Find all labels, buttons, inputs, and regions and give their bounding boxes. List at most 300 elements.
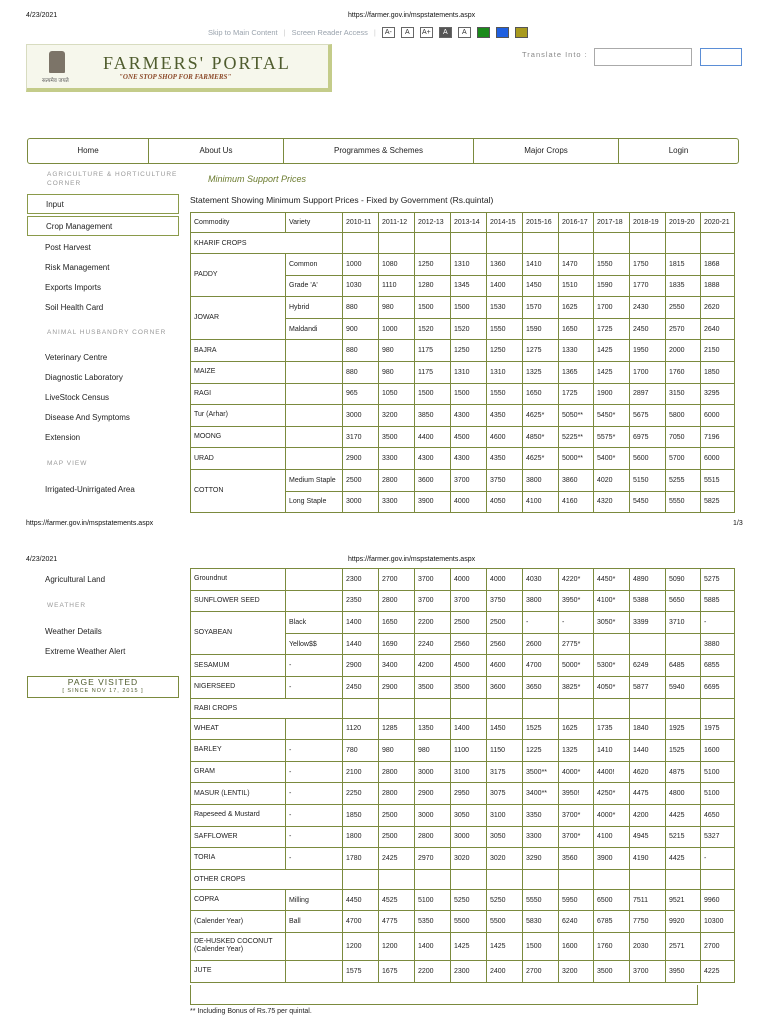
- price-cell: 3700: [451, 469, 487, 491]
- print-url-footer: https://farmer.gov.in/mspstatements.aspx: [26, 520, 154, 527]
- page-heading: Minimum Support Prices: [208, 174, 307, 184]
- commodity-cell: DE-HUSKED COCONUT (Calender Year): [191, 932, 286, 960]
- price-cell: 4250*: [594, 783, 630, 805]
- sidebar-item-livestock-census[interactable]: LiveStock Census: [45, 393, 110, 402]
- price-cell: 1250: [415, 254, 451, 276]
- price-cell: 5215: [666, 826, 701, 848]
- variety-cell: -: [286, 783, 343, 805]
- price-cell: 3750: [487, 590, 523, 612]
- sidebar-item-diagnostic-lab[interactable]: Diagnostic Laboratory: [45, 373, 123, 382]
- price-cell: 1000: [343, 254, 379, 276]
- price-cell: 980: [379, 340, 415, 362]
- empty-cell: [415, 869, 451, 889]
- blue-theme-button[interactable]: [496, 27, 509, 38]
- price-cell: 2560: [487, 633, 523, 655]
- price-cell: 4220*: [559, 569, 594, 591]
- sidebar-item-risk-management[interactable]: Risk Management: [45, 263, 110, 272]
- price-cell: 2800: [379, 783, 415, 805]
- green-theme-button[interactable]: [477, 27, 490, 38]
- price-cell: 2640: [701, 318, 735, 340]
- table-row: [191, 718, 735, 740]
- section-row: [191, 869, 735, 889]
- price-cell: 4500: [451, 426, 487, 448]
- price-cell: 3500: [451, 676, 487, 698]
- price-cell: 5500: [451, 911, 487, 933]
- empty-cell: [559, 233, 594, 254]
- table-row: [191, 889, 735, 911]
- sidebar-item-agricultural-land[interactable]: Agricultural Land: [45, 575, 106, 584]
- table-row: [191, 448, 735, 470]
- price-cell: 3295: [701, 383, 735, 405]
- translate-label: Translate Into :: [522, 50, 588, 59]
- price-cell: 4600: [487, 655, 523, 677]
- price-cell: 2240: [415, 633, 451, 655]
- price-cell: 1500: [523, 932, 559, 960]
- price-cell: 6975: [630, 426, 666, 448]
- price-cell: 1575: [343, 960, 379, 982]
- price-cell: 3300: [379, 448, 415, 470]
- empty-cell: [379, 698, 415, 718]
- price-cell: 1360: [487, 254, 523, 276]
- empty-cell: [415, 698, 451, 718]
- price-cell: 1700: [594, 297, 630, 319]
- variety-cell: [286, 590, 343, 612]
- price-cell: 1450: [487, 718, 523, 740]
- msp-table-part2: [190, 568, 735, 983]
- price-cell: 1450: [523, 275, 559, 297]
- empty-cell: [487, 233, 523, 254]
- commodity-cell: (Calender Year): [191, 911, 286, 933]
- empty-cell: [559, 698, 594, 718]
- price-cell: -: [523, 612, 559, 634]
- price-cell: 2600: [523, 633, 559, 655]
- price-cell: 1700: [630, 361, 666, 383]
- price-cell: 2900: [343, 655, 379, 677]
- variety-cell: [286, 718, 343, 740]
- rabi-section-label: RABI CROPS: [191, 698, 343, 718]
- price-cell: 1325: [559, 740, 594, 762]
- price-cell: 5327: [701, 826, 735, 848]
- price-cell: 5400*: [594, 448, 630, 470]
- price-cell: 1275: [523, 340, 559, 362]
- price-cell: 3710: [666, 612, 701, 634]
- price-cell: 2500: [379, 804, 415, 826]
- translate-select[interactable]: [594, 48, 692, 66]
- price-cell: 5350: [415, 911, 451, 933]
- sidebar-heading-weather: WEATHER: [47, 602, 87, 609]
- page-separator: [0, 532, 768, 548]
- commodity-cell: MAIZE: [191, 361, 286, 383]
- commodity-cell: GRAM: [191, 761, 286, 783]
- empty-cell: [379, 233, 415, 254]
- nav-home[interactable]: Home: [28, 139, 149, 163]
- table-row: [191, 761, 735, 783]
- column-header: 2016-17: [559, 213, 594, 233]
- price-cell: 4350: [487, 448, 523, 470]
- table-row: [191, 612, 735, 634]
- price-cell: 1440: [343, 633, 379, 655]
- price-cell: 1310: [451, 361, 487, 383]
- column-header: 2014-15: [487, 213, 523, 233]
- price-cell: 4850*: [523, 426, 559, 448]
- price-cell: -: [559, 612, 594, 634]
- empty-cell: [701, 698, 735, 718]
- price-cell: 5600: [630, 448, 666, 470]
- variety-cell: [286, 932, 343, 960]
- price-cell: 3700*: [559, 804, 594, 826]
- price-cell: 1285: [379, 718, 415, 740]
- price-cell: 3880: [701, 633, 735, 655]
- price-cell: 880: [343, 361, 379, 383]
- empty-cell: [594, 869, 630, 889]
- empty-cell: [666, 698, 701, 718]
- price-cell: [630, 633, 666, 655]
- sidebar-item-crop-management[interactable]: Crop Management: [27, 216, 179, 236]
- price-cell: 5100: [701, 761, 735, 783]
- print-date-2: 4/23/2021: [26, 556, 58, 563]
- empty-cell: [701, 233, 735, 254]
- price-cell: 2800: [379, 761, 415, 783]
- price-cell: 3399: [630, 612, 666, 634]
- nav-about-us[interactable]: About Us: [149, 139, 284, 163]
- olive-theme-button[interactable]: [515, 27, 528, 38]
- price-cell: 3020: [451, 848, 487, 870]
- price-cell: 5000**: [559, 448, 594, 470]
- price-cell: 2030: [630, 932, 666, 960]
- price-cell: 4650: [701, 804, 735, 826]
- price-cell: 4100*: [594, 590, 630, 612]
- commodity-cell: Tur (Arhar): [191, 405, 286, 427]
- price-cell: 3500**: [523, 761, 559, 783]
- price-cell: 1525: [666, 740, 701, 762]
- price-cell: 5250: [451, 889, 487, 911]
- price-cell: 1760: [594, 932, 630, 960]
- skip-to-content-link[interactable]: Skip to Main Content: [208, 28, 278, 37]
- price-cell: 3700: [630, 960, 666, 982]
- price-cell: 1200: [379, 932, 415, 960]
- price-cell: 880: [343, 297, 379, 319]
- commodity-cell: URAD: [191, 448, 286, 470]
- variety-cell: -: [286, 740, 343, 762]
- nav-login[interactable]: Login: [668, 146, 689, 155]
- column-header: 2012-13: [415, 213, 451, 233]
- price-cell: 2550: [666, 297, 701, 319]
- commodity-cell: SUNFLOWER SEED: [191, 590, 286, 612]
- price-cell: 3700: [415, 590, 451, 612]
- accessibility-bar: Skip to Main Content | Screen Reader Access | A- A A+ A A: [208, 27, 528, 38]
- price-cell: 3000: [343, 491, 379, 513]
- table-row: [191, 426, 735, 448]
- price-cell: 2300: [343, 569, 379, 591]
- table-row: [191, 297, 735, 319]
- logo-title: FARMERS' PORTAL: [103, 53, 291, 73]
- empty-cell: [451, 698, 487, 718]
- price-cell: 1925: [666, 718, 701, 740]
- price-cell: 1400: [451, 718, 487, 740]
- table-row: [191, 911, 735, 933]
- sidebar-item-input[interactable]: Input: [27, 194, 179, 214]
- footnote-box: [190, 985, 698, 1005]
- price-cell: 5800: [666, 405, 701, 427]
- price-cell: 5050**: [559, 405, 594, 427]
- price-cell: 4000*: [594, 804, 630, 826]
- price-cell: 2950: [451, 783, 487, 805]
- print-url: https://farmer.gov.in/mspstatements.aspx: [348, 12, 476, 19]
- price-cell: 4000: [451, 569, 487, 591]
- price-cell: 2775*: [559, 633, 594, 655]
- price-cell: 3700*: [559, 826, 594, 848]
- price-cell: 5825: [701, 491, 735, 513]
- sidebar-item-weather-details[interactable]: Weather Details: [45, 627, 102, 636]
- sidebar-item-exports-imports[interactable]: Exports Imports: [45, 283, 102, 292]
- price-cell: 3050: [451, 804, 487, 826]
- price-cell: 4300: [451, 405, 487, 427]
- price-cell: 3825*: [559, 676, 594, 698]
- table-row: [191, 383, 735, 405]
- sidebar-item-post-harvest[interactable]: Post Harvest: [45, 243, 91, 252]
- font-increase-button[interactable]: A+: [420, 27, 433, 38]
- empty-cell: [379, 869, 415, 889]
- price-cell: 5225**: [559, 426, 594, 448]
- commodity-cell: BARLEY: [191, 740, 286, 762]
- variety-cell: -: [286, 676, 343, 698]
- price-cell: 1625: [559, 718, 594, 740]
- price-cell: 3350: [523, 804, 559, 826]
- price-cell: 2620: [701, 297, 735, 319]
- table-row: [191, 960, 735, 982]
- price-cell: 3050: [487, 826, 523, 848]
- variety-cell: -: [286, 655, 343, 677]
- page-visited-counter: [27, 676, 179, 698]
- variety-cell: Milling: [286, 889, 343, 911]
- price-cell: 5450*: [594, 405, 630, 427]
- table-row: [191, 804, 735, 826]
- commodity-cell: Rapeseed & Mustard: [191, 804, 286, 826]
- price-cell: [594, 633, 630, 655]
- price-cell: 1760: [666, 361, 701, 383]
- price-cell: 5700: [666, 448, 701, 470]
- empty-cell: [343, 233, 379, 254]
- section-row: [191, 698, 735, 718]
- price-cell: 1110: [379, 275, 415, 297]
- price-cell: 3900: [594, 848, 630, 870]
- price-cell: 2800: [379, 590, 415, 612]
- price-cell: 4600: [487, 426, 523, 448]
- price-cell: 2500: [343, 469, 379, 491]
- price-cell: 2400: [487, 960, 523, 982]
- price-cell: 4000: [487, 569, 523, 591]
- price-cell: 5255: [666, 469, 701, 491]
- variety-cell: Long Staple: [286, 491, 343, 513]
- price-cell: 1590: [523, 318, 559, 340]
- price-cell: 4000: [451, 491, 487, 513]
- light-contrast-button[interactable]: A: [458, 27, 471, 38]
- table-row: [191, 826, 735, 848]
- price-cell: 4450*: [594, 569, 630, 591]
- sidebar-item-extreme-weather[interactable]: Extreme Weather Alert: [45, 647, 126, 656]
- sidebar-heading-map: MAP VIEW: [47, 460, 88, 467]
- font-normal-button[interactable]: A: [401, 27, 414, 38]
- empty-cell: [343, 698, 379, 718]
- price-cell: 3950: [666, 960, 701, 982]
- price-cell: 2900: [379, 676, 415, 698]
- screen-reader-link[interactable]: Screen Reader Access: [291, 28, 368, 37]
- price-cell: 4160: [559, 491, 594, 513]
- table-row: [191, 655, 735, 677]
- price-cell: 1850: [701, 361, 735, 383]
- sidebar-heading-animal: ANIMAL HUSBANDRY CORNER: [47, 329, 167, 336]
- price-cell: 980: [379, 361, 415, 383]
- price-cell: 4700: [343, 911, 379, 933]
- commodity-cell: SOYABEAN: [191, 612, 286, 655]
- commodity-cell: Groundnut: [191, 569, 286, 591]
- variety-cell: [286, 405, 343, 427]
- price-cell: 2970: [415, 848, 451, 870]
- price-cell: 1600: [559, 932, 594, 960]
- price-cell: 4000*: [559, 761, 594, 783]
- sidebar-item-disease-symptoms[interactable]: Disease And Symptoms: [45, 413, 130, 422]
- price-cell: 5450: [630, 491, 666, 513]
- commodity-cell: JOWAR: [191, 297, 286, 340]
- price-cell: 7750: [630, 911, 666, 933]
- table-row: [191, 740, 735, 762]
- price-cell: 2500: [451, 612, 487, 634]
- price-cell: 1345: [451, 275, 487, 297]
- price-cell: 9521: [666, 889, 701, 911]
- price-cell: 4300: [415, 448, 451, 470]
- price-cell: 1050: [379, 383, 415, 405]
- price-cell: 3075: [487, 783, 523, 805]
- table-row: [191, 848, 735, 870]
- section-row: [191, 233, 735, 254]
- price-cell: 2500: [379, 826, 415, 848]
- column-header: 2011-12: [379, 213, 415, 233]
- sidebar-item-veterinary-centre[interactable]: Veterinary Centre: [45, 353, 108, 362]
- price-cell: 1250: [487, 340, 523, 362]
- price-cell: 2450: [630, 318, 666, 340]
- price-cell: 6500: [594, 889, 630, 911]
- national-emblem-icon: [49, 51, 65, 73]
- price-cell: 1815: [666, 254, 701, 276]
- price-cell: 3500: [379, 426, 415, 448]
- commodity-cell: COTTON: [191, 469, 286, 512]
- nav-programmes-schemes[interactable]: Programmes & Schemes: [284, 139, 474, 163]
- price-cell: 5090: [666, 569, 701, 591]
- price-cell: 1400: [487, 275, 523, 297]
- price-cell: 3400**: [523, 783, 559, 805]
- variety-cell: Black: [286, 612, 343, 634]
- variety-cell: [286, 361, 343, 383]
- commodity-cell: BAJRA: [191, 340, 286, 362]
- variety-cell: -: [286, 848, 343, 870]
- column-header: Variety: [286, 213, 343, 233]
- price-cell: 1500: [451, 383, 487, 405]
- price-cell: 3500: [594, 960, 630, 982]
- sidebar: [27, 170, 179, 500]
- price-cell: 1650: [523, 383, 559, 405]
- price-cell: 1280: [415, 275, 451, 297]
- nav-major-crops[interactable]: Major Crops: [474, 139, 619, 163]
- price-cell: 5550: [523, 889, 559, 911]
- price-cell: 1975: [701, 718, 735, 740]
- price-cell: 6785: [594, 911, 630, 933]
- price-cell: 1440: [630, 740, 666, 762]
- sidebar-item-soil-health-card[interactable]: Soil Health Card: [45, 303, 104, 312]
- table-row: [191, 783, 735, 805]
- price-cell: 1780: [343, 848, 379, 870]
- price-cell: 2500: [487, 612, 523, 634]
- price-cell: 5877: [630, 676, 666, 698]
- price-cell: 2700: [379, 569, 415, 591]
- commodity-cell: TORIA: [191, 848, 286, 870]
- price-cell: 3150: [666, 383, 701, 405]
- price-cell: 900: [343, 318, 379, 340]
- variety-cell: Grade 'A': [286, 275, 343, 297]
- price-cell: 1225: [523, 740, 559, 762]
- table-row: [191, 361, 735, 383]
- price-cell: 4700: [523, 655, 559, 677]
- price-cell: 1650: [379, 612, 415, 634]
- site-logo[interactable]: [26, 44, 332, 92]
- price-cell: 1888: [701, 275, 735, 297]
- translate-button[interactable]: [700, 48, 742, 66]
- price-cell: 2571: [666, 932, 701, 960]
- empty-cell: [594, 698, 630, 718]
- price-cell: 2150: [701, 340, 735, 362]
- price-cell: 1800: [343, 826, 379, 848]
- price-cell: 3860: [559, 469, 594, 491]
- price-cell: 4300: [451, 448, 487, 470]
- price-cell: 6240: [559, 911, 594, 933]
- price-cell: 4050*: [594, 676, 630, 698]
- price-cell: 965: [343, 383, 379, 405]
- empty-cell: [630, 698, 666, 718]
- table-row: [191, 932, 735, 960]
- commodity-cell: COPRA: [191, 889, 286, 911]
- table-row: [191, 254, 735, 276]
- price-cell: 4625*: [523, 448, 559, 470]
- table-row: [191, 469, 735, 491]
- price-cell: 7511: [630, 889, 666, 911]
- font-decrease-button[interactable]: A-: [382, 27, 395, 38]
- variety-cell: Maldandi: [286, 318, 343, 340]
- dark-contrast-button[interactable]: A: [439, 27, 452, 38]
- price-cell: 1900: [594, 383, 630, 405]
- commodity-cell: PADDY: [191, 254, 286, 297]
- price-cell: 1365: [559, 361, 594, 383]
- commodity-cell: SAFFLOWER: [191, 826, 286, 848]
- price-cell: 5830: [523, 911, 559, 933]
- sidebar-item-irrigated-area[interactable]: Irrigated-Unirrigated Area: [45, 485, 135, 494]
- price-cell: 4020: [594, 469, 630, 491]
- price-cell: 780: [343, 740, 379, 762]
- price-cell: 2560: [451, 633, 487, 655]
- commodity-cell: MASUR (LENTIL): [191, 783, 286, 805]
- commodity-cell: WHEAT: [191, 718, 286, 740]
- price-cell: 3600: [487, 676, 523, 698]
- variety-cell: [286, 960, 343, 982]
- variety-cell: [286, 383, 343, 405]
- sidebar-continued: [27, 570, 179, 662]
- price-cell: 2300: [451, 960, 487, 982]
- price-cell: 2200: [415, 960, 451, 982]
- price-cell: 1750: [630, 254, 666, 276]
- price-cell: 1310: [487, 361, 523, 383]
- price-cell: 980: [415, 740, 451, 762]
- price-cell: 4225: [701, 960, 735, 982]
- variety-cell: Medium Staple: [286, 469, 343, 491]
- sidebar-item-extension[interactable]: Extension: [45, 433, 81, 442]
